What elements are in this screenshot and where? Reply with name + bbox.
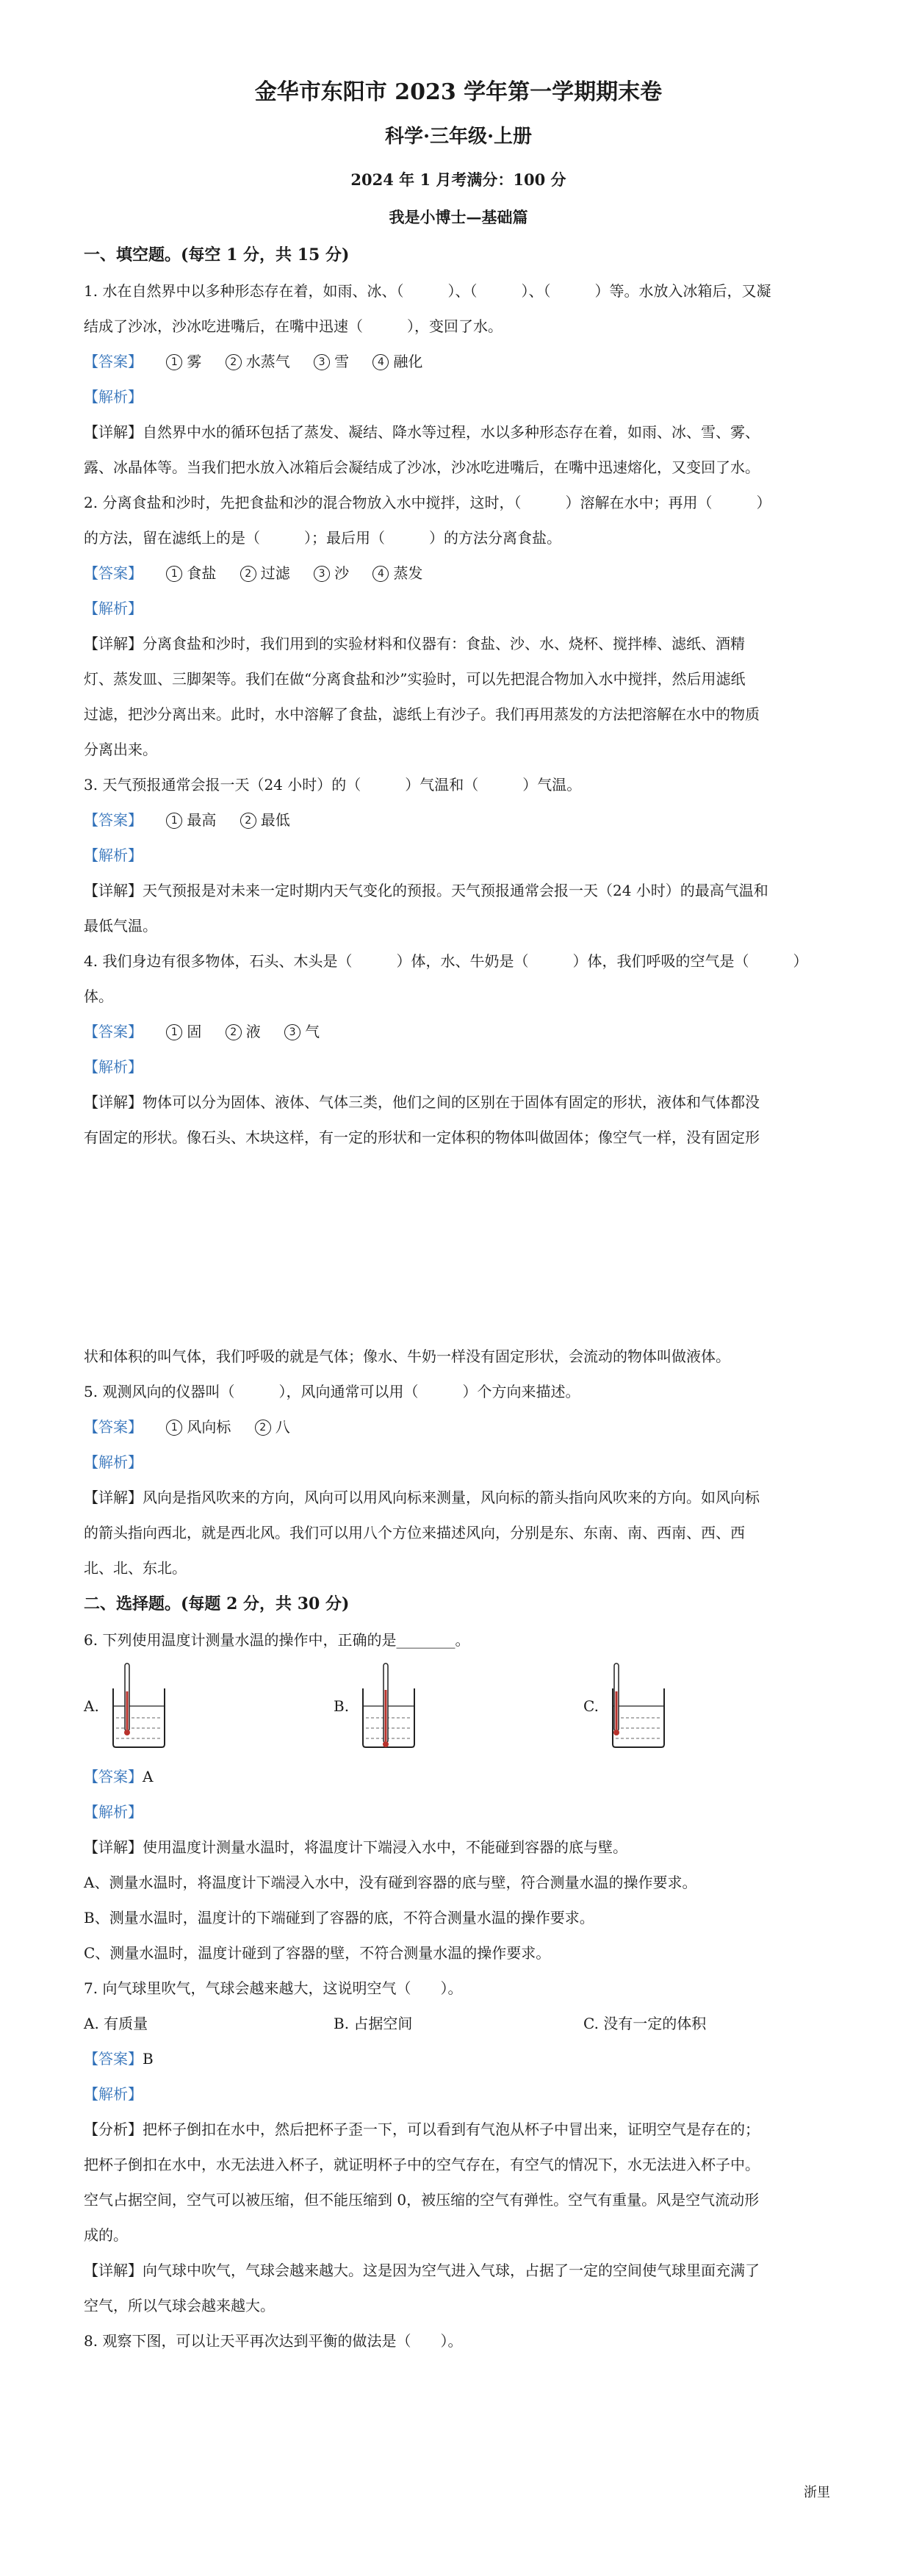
question-text: 2. 分离食盐和沙时，先把食盐和沙的混合物放入水中搅拌，这时，（ ）溶解在水中；再用（ ） <box>84 494 771 511</box>
question-text: 6. 下列使用温度计测量水温的操作中，正确的是________。 <box>84 1631 470 1649</box>
answer-line <box>84 802 833 838</box>
question-text: 的方法，留在滤纸上的是（ ）；最后用（ ）的方法分离食盐。 <box>84 529 561 547</box>
detail-text: 的箭头指向西北，就是西北风。我们可以用八个方位来描述风向，分别是东、东南、南、西南、西、西 <box>84 1524 745 1541</box>
question-text: 3. 天气预报通常会报一天（24 小时）的（ ）气温和（ ）气温。 <box>84 776 582 794</box>
answer-line <box>84 344 833 379</box>
detail-text: 【详解】使用温度计测量水温时，将温度计下端浸入水中，不能碰到容器的底与壁。 <box>84 1838 627 1856</box>
choice-row <box>84 2006 833 2041</box>
answer-tag: 【答案】 <box>84 2050 143 2068</box>
page-content <box>84 71 833 2359</box>
detail-text: 北、北、东北。 <box>84 1559 187 1577</box>
thermometer-figure-a <box>106 1662 172 1750</box>
answer-value: A <box>143 1768 154 1785</box>
exam-title: 金华市东阳市 2023 学年第一学期期末卷 <box>254 79 663 105</box>
analysis-text: 把杯子倒扣在水中，水无法进入杯子，就证明杯子中的空气存在，有空气的情况下，水无法进入杯子中。 <box>84 2156 760 2173</box>
answer-item: 3 沙 <box>314 555 349 591</box>
question-text: 5. 观测风向的仪器叫（ ），风向通常可以用（ ）个方向来描述。 <box>84 1383 580 1400</box>
detail-text: 空气，所以气球会越来越大。 <box>84 2297 275 2314</box>
detail-text: 【详解】物体可以分为固体、液体、气体三类，他们之间的区别在于固体有固定的形状，液体和气体都没 <box>84 1093 760 1111</box>
question-text: 7. 向气球里吹气，气球会越来越大，这说明空气（ ）。 <box>84 1979 463 1997</box>
answer-line <box>84 1014 833 1049</box>
answer-line <box>84 1759 833 1794</box>
section-heading-fill-in: 一、填空题。(每空 1 分，共 15 分) <box>84 245 350 265</box>
figure-label: B. <box>334 1697 350 1715</box>
answer-item: 1 雾 <box>166 344 201 379</box>
analysis-text: 【分析】把杯子倒扣在水中，然后把杯子歪一下，可以看到有气泡从杯子中冒出来，证明空气是存在的； <box>84 2120 760 2138</box>
answer-item: 2 最低 <box>240 802 290 838</box>
question-text: 结成了沙冰，沙冰吃进嘴后，在嘴中迅速（ ），变回了水。 <box>84 317 503 335</box>
answer-item: 1 风向标 <box>166 1409 231 1444</box>
answer-tag: 【答案】 <box>84 1023 143 1040</box>
answer-item: 4 蒸发 <box>372 555 422 591</box>
answer-tag: 【答案】 <box>84 564 143 582</box>
detail-text: 露、冰晶体等。当我们把水放入冰箱后会凝结成了沙冰，沙冰吃进嘴后，在嘴中迅速熔化，又变回了水。 <box>84 458 760 476</box>
detail-text: 【详解】风向是指风吹来的方向，风向可以用风向标来测量，风向标的箭头指向风吹来的方向。如风向标 <box>84 1489 760 1506</box>
analysis-text: 空气占据空间，空气可以被压缩，但不能压缩到 0，被压缩的空气有弹性。空气有重量。风是空气流动形 <box>84 2191 760 2209</box>
answer-line <box>84 1409 833 1444</box>
exam-date-line: 2024 年 1 月考满分：100 分 <box>350 170 566 189</box>
section-heading-choice: 二、选择题。(每题 2 分，共 30 分) <box>84 1594 350 1613</box>
answer-item: 1 最高 <box>166 802 216 838</box>
answer-tag: 【答案】 <box>84 811 143 829</box>
detail-text: 【详解】天气预报是对未来一定时期内天气变化的预报。天气预报通常会报一天（24 小时）的最高气温和 <box>84 882 768 899</box>
question-text: 4. 我们身边有很多物体，石头、木头是（ ）体，水、牛奶是（ ）体，我们呼吸的空气是（ ） <box>84 952 808 970</box>
answer-item: 3 气 <box>284 1014 320 1049</box>
figure-label: C. <box>583 1697 599 1715</box>
answer-item: 2 液 <box>226 1014 261 1049</box>
part-heading: 我是小博士—基础篇 <box>389 208 528 226</box>
question-text: 1. 水在自然界中以多种形态存在着，如雨、冰、（ ）、（ ）、（ ）等。水放入冰箱后，又凝 <box>84 282 771 300</box>
choice-option: A. 有质量 <box>84 2015 148 2032</box>
figure-label: A. <box>84 1697 99 1715</box>
answer-line <box>84 2041 833 2076</box>
choice-option: B. 占据空间 <box>334 2015 413 2032</box>
detail-text: C、测量水温时，温度计碰到了容器的壁，不符合测量水温的操作要求。 <box>84 1944 551 1962</box>
detail-text: A、测量水温时，将温度计下端浸入水中，没有碰到容器的底与壁，符合测量水温的操作要求。 <box>84 1874 697 1891</box>
detail-text: 有固定的形状。像石头、木块这样，有一定的形状和一定体积的物体叫做固体；像空气一样，没有固定形 <box>84 1129 760 1146</box>
detail-text: 灯、蒸发皿、三脚架等。我们在做“分离食盐和沙”实验时，可以先把混合物加入水中搅拌，然后用滤纸 <box>84 670 746 688</box>
answer-item: 2 过滤 <box>240 555 290 591</box>
thermometer-figure-c <box>605 1662 671 1750</box>
question-text: 体。 <box>84 987 113 1005</box>
answer-item: 3 雪 <box>314 344 349 379</box>
answer-item: 1 食盐 <box>166 555 216 591</box>
answer-item: 1 固 <box>166 1014 201 1049</box>
detail-text: B、测量水温时，温度计的下端碰到了容器的底，不符合测量水温的操作要求。 <box>84 1909 594 1926</box>
analysis-text: 成的。 <box>84 2226 128 2244</box>
detail-text: 过滤，把沙分离出来。此时，水中溶解了食盐，滤纸上有沙子。我们再用蒸发的方法把溶解在水中的物质 <box>84 705 760 723</box>
answer-line <box>84 555 833 591</box>
footer-mark: 浙里 <box>804 2485 830 2500</box>
question-text: 8. 观察下图，可以让天平再次达到平衡的做法是（ ）。 <box>84 2332 463 2350</box>
thermometer-figure-b <box>356 1662 422 1750</box>
answer-tag: 【答案】 <box>84 353 143 370</box>
answer-tag: 【答案】 <box>84 1418 143 1436</box>
detail-text: 最低气温。 <box>84 917 157 935</box>
answer-item: 2 八 <box>255 1409 290 1444</box>
analysis-tag: 【解析】 <box>84 1058 143 1076</box>
detail-text: 【详解】向气球中吹气，气球会越来越大。这是因为空气进入气球，占据了一定的空间使气球里面充满了 <box>84 2262 760 2279</box>
analysis-tag: 【解析】 <box>84 600 143 617</box>
answer-item: 4 融化 <box>372 344 422 379</box>
analysis-tag: 【解析】 <box>84 1803 143 1821</box>
answer-item: 2 水蒸气 <box>226 344 290 379</box>
detail-text: 【详解】分离食盐和沙时，我们用到的实验材料和仪器有：食盐、沙、水、烧杯、搅拌棒、滤纸、酒精 <box>84 635 745 652</box>
detail-text: 状和体积的叫气体，我们呼吸的就是气体；像水、牛奶一样没有固定形状，会流动的物体叫做液体。 <box>84 1348 730 1365</box>
answer-tag: 【答案】 <box>84 1768 143 1785</box>
analysis-tag: 【解析】 <box>84 1453 143 1471</box>
analysis-tag: 【解析】 <box>84 388 143 406</box>
detail-text: 【详解】自然界中水的循环包括了蒸发、凝结、降水等过程，水以多种形态存在着，如雨、冰、雪、雾、 <box>84 423 760 441</box>
detail-text: 分离出来。 <box>84 741 157 758</box>
exam-subtitle: 科学·三年级·上册 <box>384 126 533 148</box>
analysis-tag: 【解析】 <box>84 846 143 864</box>
thermometer-figures <box>84 1662 833 1755</box>
answer-value: B <box>143 2050 154 2068</box>
choice-option: C. 没有一定的体积 <box>583 2015 707 2032</box>
analysis-tag: 【解析】 <box>84 2085 143 2103</box>
blank-space <box>84 1155 833 1339</box>
